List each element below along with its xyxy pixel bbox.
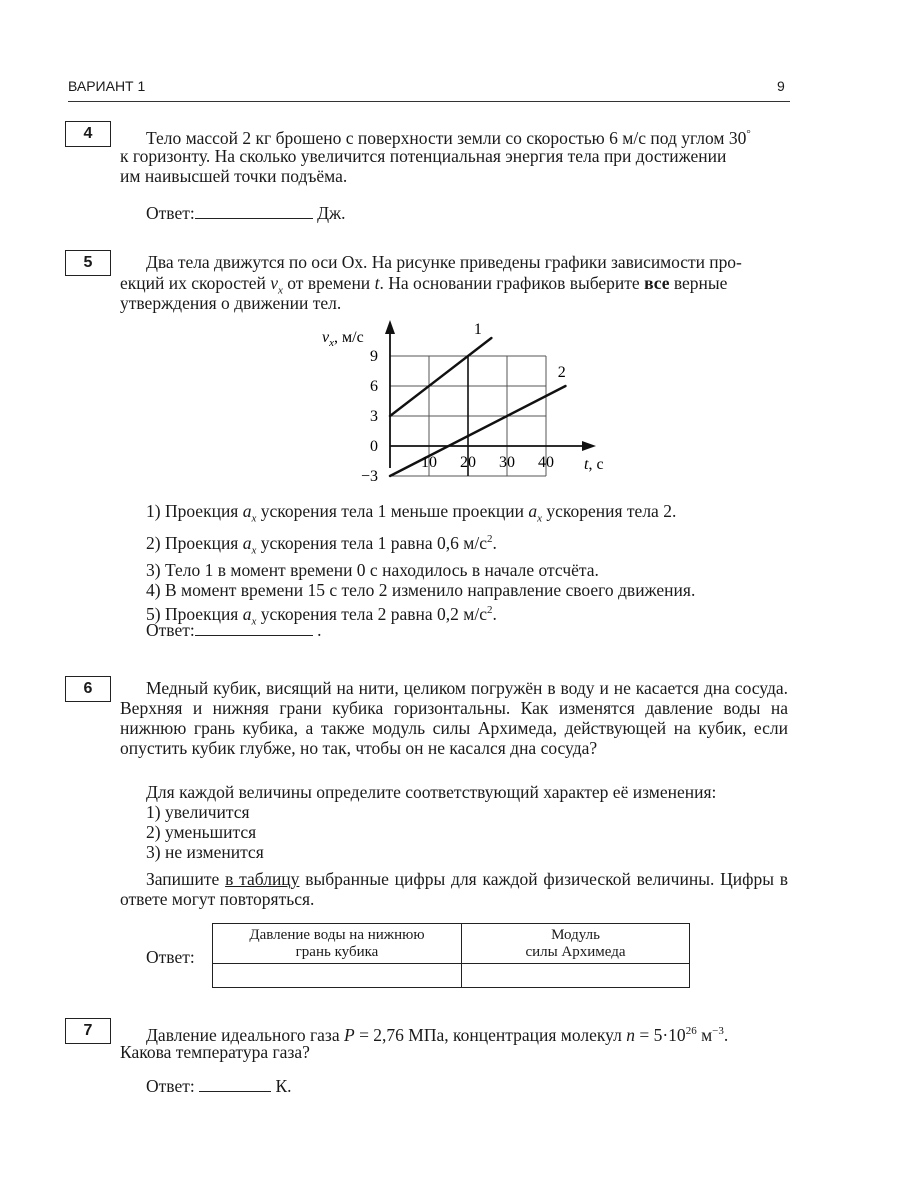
series-label-1: 1 [473,321,482,338]
q4-answer-label: Ответ: [146,203,195,223]
x-axis-label: t, с [584,456,604,473]
q7-text-line2: Какова температура газа? [120,1042,310,1062]
q4-answer-field[interactable] [195,202,313,219]
x-tick-label: 20 [460,454,476,471]
q5-answer-field[interactable] [195,619,313,636]
q6-choice-2: 2) уменьшится [146,822,257,842]
underlined-in-table: в таблицу [225,869,300,889]
y-tick-label: 9 [370,348,378,365]
header-divider [68,101,790,102]
q4-answer-unit: Дж. [317,203,346,223]
variant-label: ВАРИАНТ 1 [68,78,146,94]
q5-options [146,501,695,631]
table-header-pressure: Давление воды на нижнюю грань кубика [213,924,462,964]
y-axis-label: $v_x$, м/с [322,329,364,349]
q5-option-1: 1) Проекция $a_x$ ускорения тела 1 меньше проекции $a_x$ ускорения тела 2. [146,501,677,525]
q5-text-line1: Два тела движутся по оси Ox. На рисунке приведены графики зависимости про- [146,252,742,272]
y-axis-arrow-icon [385,320,395,334]
q5-text-line2: екций их скоростей $v_x$ от времени t. На основании графиков выберите все верные [120,273,728,297]
x-tick-label: 10 [421,454,437,471]
answer-cell-pressure[interactable] [213,964,462,988]
q5-answer-row [146,619,321,640]
series-label-2: 2 [557,364,566,381]
answer-cell-archimedes[interactable] [462,964,690,988]
q4-text-line1: Тело массой 2 кг брошено с поверхности земли со скоростью 6 м/с под углом 30° [146,127,751,148]
q5-option-5: 5) Проекция $a_x$ ускорения тела 2 равна 0,2 $м/с^2$. [146,603,497,628]
q6-answer-table [212,923,690,988]
y-tick-label: 0 [370,438,378,455]
series-line-1 [390,338,491,416]
q4-text-line3: им наивысшей точки подъёма. [120,166,348,186]
q7-answer-row [146,1075,292,1096]
question-number-5: 5 [65,250,111,276]
degree-sign: ° [746,128,751,140]
q7-answer-label: Ответ: [146,1076,195,1096]
q6-instruction: Для каждой величины определите соответствующий характер её изменения: [146,782,717,802]
velocity-time-chart [320,318,620,490]
q5-option-4: 4) В момент времени 15 с тело 2 изменило направление своего движения. [146,579,696,600]
x-axis-arrow-icon [582,441,596,451]
q7-answer-unit: К. [275,1076,292,1096]
y-tick-label: −3 [360,468,378,485]
q5-answer-end: . [317,620,322,640]
y-tick-label: 6 [370,378,378,395]
q6-choice-1: 1) увеличится [146,802,250,822]
y-tick-label: 3 [370,408,378,425]
table-header-archimedes: Модуль силы Архимеда [462,924,690,964]
q7-answer-field[interactable] [199,1075,271,1092]
q7-text-line1: Давление идеального газа P = 2,76 МПа, концентрация молекул $n = 5\cdot 10^{26}$ $м^{-3}$. [146,1024,729,1045]
q6-write-instruction: Запишите в таблицу выбранные цифры для каждой физической величины. Цифры в ответе могут повторяться. [120,869,788,909]
q5-option-2: 2) Проекция $a_x$ ускорения тела 1 равна 0,6 $м/с^2$. [146,532,497,556]
x-tick-label: 30 [499,454,515,471]
q5-option-3: 3) Тело 1 в момент времени 0 с находилось в начале отсчёта. [146,559,599,580]
chart-labels [361,321,566,485]
question-number-7: 7 [65,1018,111,1044]
question-number-4: 4 [65,121,111,147]
x-tick-label: 40 [538,454,554,471]
page-number: 9 [777,78,785,94]
question-number-6: 6 [65,676,111,702]
q4-text-line2: к горизонту. На сколько увеличится потенциальная энергия тела при достижении [120,146,727,166]
q4-answer-row [146,202,346,223]
q6-choice-3: 3) не изменится [146,842,264,862]
q6-answer-label: Ответ: [146,947,195,967]
q6-text: Медный кубик, висящий на нити, целиком погружён в воду и не касается дна сосуда. Верхняя и нижняя грани кубика горизонтальны. Как изменятся давление воды на нижнюю грань кубика, а также модуль силы Архимеда, действующей на кубик, если опустить кубик глубже, но так, чтобы он не касался дна сосуда? [120,678,788,758]
q5-answer-label: Ответ: [146,620,195,640]
q5-text-line3: утверждения о движении тел. [120,293,342,313]
